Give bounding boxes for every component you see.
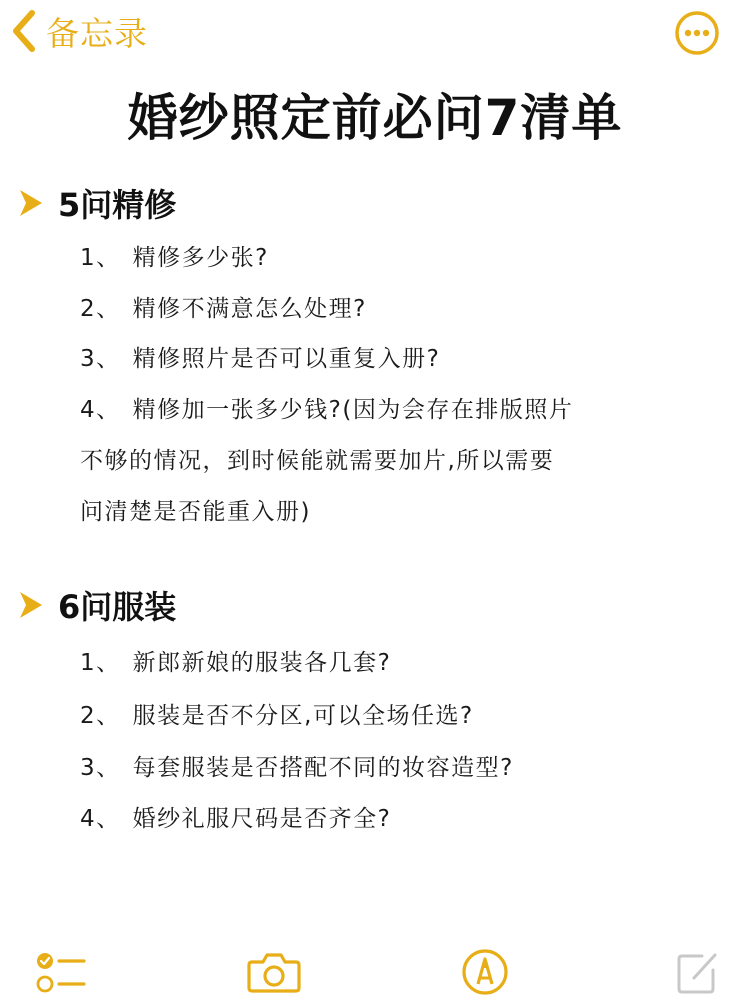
section-heading-text: 6问服装: [58, 588, 177, 626]
triangle-right-icon: [18, 590, 44, 620]
camera-icon: [246, 948, 302, 996]
item-text: 精修不满意怎么处理?: [132, 296, 367, 322]
item-number: 3、: [80, 346, 121, 372]
list-item: [80, 334, 440, 384]
list-item-continuation: [80, 436, 554, 486]
triangle-right-icon: [18, 188, 44, 218]
list-item: [80, 284, 367, 334]
item-text: 新郎新娘的服装各几套?: [132, 650, 392, 676]
item-text: 每套服装是否搭配不同的妆容造型?: [132, 755, 514, 781]
item-text: 精修照片是否可以重复入册?: [132, 346, 441, 372]
back-label: 备忘录: [46, 13, 148, 53]
more-circle-icon: [674, 10, 720, 56]
back-button[interactable]: [10, 8, 148, 54]
list-item-continuation: [80, 487, 311, 537]
item-number: 4、: [80, 806, 121, 832]
list-item: [80, 691, 474, 741]
list-item: [80, 385, 573, 435]
list-item: [80, 743, 514, 793]
bottom-toolbar: [0, 940, 750, 1002]
pen-markup-icon: [461, 948, 509, 996]
item-text: 精修加一张多少钱?(因为会存在排版照片: [132, 397, 574, 423]
item-number: 1、: [80, 650, 121, 676]
item-number: 2、: [80, 296, 121, 322]
item-number: 4、: [80, 397, 121, 423]
compose-button[interactable]: [674, 948, 720, 996]
item-number: 2、: [80, 703, 121, 729]
camera-button[interactable]: [246, 948, 302, 996]
item-number: 3、: [80, 755, 121, 781]
item-text: 精修多少张?: [132, 245, 269, 271]
more-button[interactable]: [674, 10, 720, 56]
list-item: [80, 638, 391, 688]
checklist-button[interactable]: [34, 948, 86, 996]
markup-button[interactable]: [461, 948, 509, 996]
note-title: 婚纱照定前必问7清单: [127, 89, 623, 147]
item-text: 婚纱礼服尺码是否齐全?: [132, 806, 392, 832]
section-heading-text: 5问精修: [58, 186, 177, 224]
compose-icon: [674, 948, 720, 996]
list-item: [80, 794, 391, 844]
item-text: 服装是否不分区,可以全场任选?: [132, 703, 474, 729]
chevron-left-icon: [10, 9, 38, 53]
navigation-bar: [0, 0, 750, 70]
item-text: 问清楚是否能重入册): [80, 499, 311, 525]
section-heading: [18, 582, 176, 628]
section-heading: [18, 180, 176, 226]
checklist-icon: [34, 948, 86, 996]
item-text: 不够的情况，到时候能就需要加片,所以需要: [80, 448, 555, 474]
list-item: [80, 233, 269, 283]
item-number: 1、: [80, 245, 121, 271]
